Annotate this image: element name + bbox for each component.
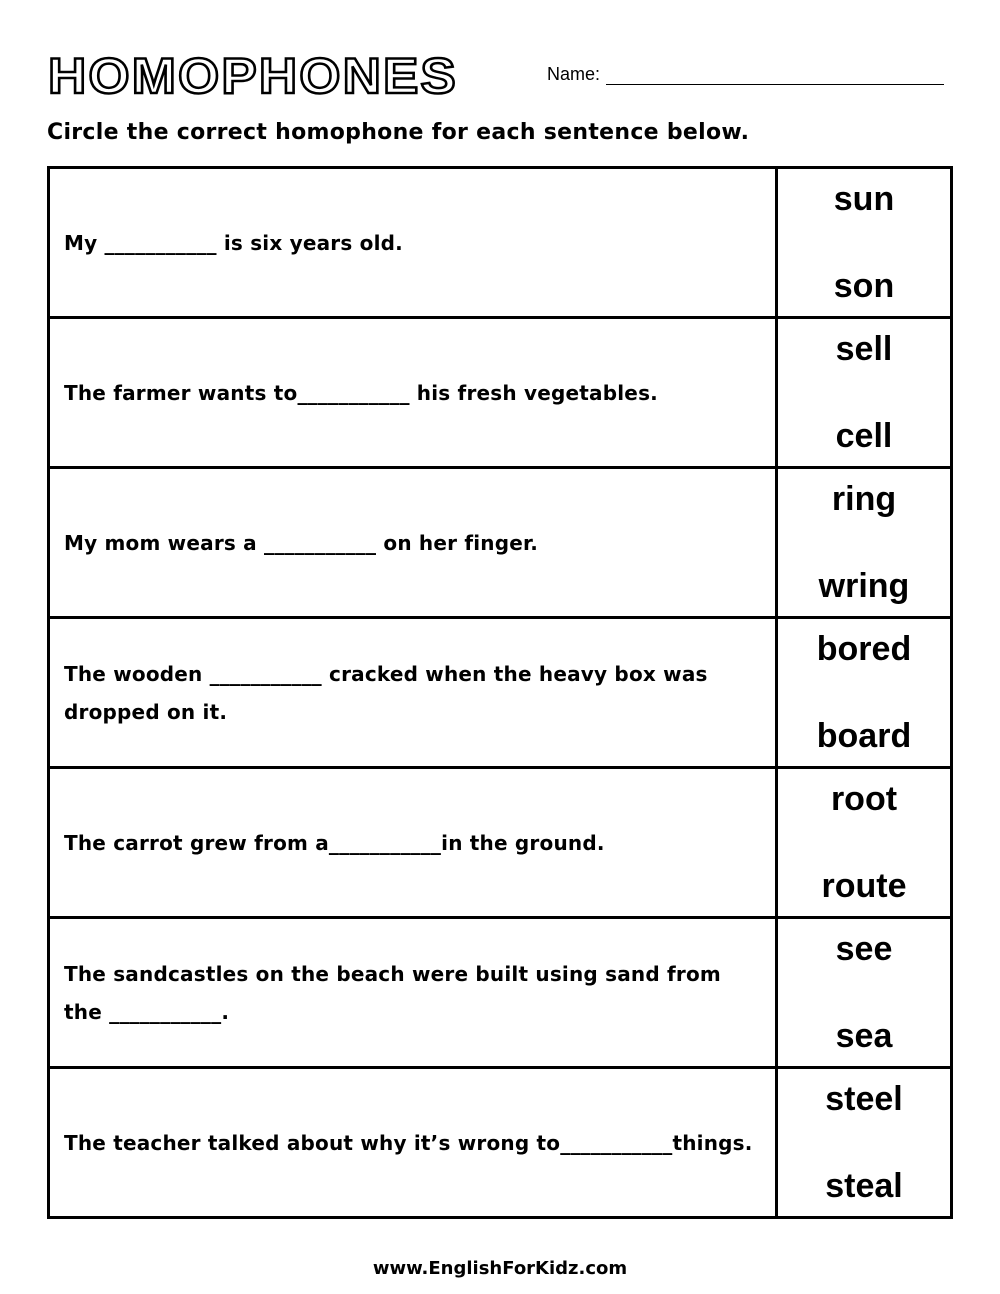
homophone-option[interactable]: steal <box>825 1167 903 1205</box>
table-row <box>50 319 950 469</box>
options-cell <box>778 169 950 316</box>
table-row <box>50 1069 950 1216</box>
name-label: Name: <box>547 64 601 84</box>
homophone-option[interactable]: sun <box>833 180 895 218</box>
homophone-option[interactable]: sell <box>835 330 893 368</box>
options-cell <box>778 769 950 916</box>
homophone-option[interactable]: wring <box>818 567 910 605</box>
sentence: The farmer wants to___________ his fresh vegetables. <box>50 319 778 466</box>
name-field[interactable] <box>547 64 944 85</box>
sentence: My mom wears a ___________ on her finger. <box>50 469 778 616</box>
options-cell <box>778 469 950 616</box>
table-row <box>50 469 950 619</box>
name-line[interactable] <box>606 66 944 85</box>
options-cell <box>778 619 950 766</box>
table-row <box>50 919 950 1069</box>
options-cell <box>778 319 950 466</box>
sentence: The teacher talked about why it’s wrong to___________things. <box>50 1069 778 1216</box>
homophone-option[interactable]: ring <box>831 480 897 518</box>
sentence: The sandcastles on the beach were built using sand from the ___________. <box>50 919 778 1066</box>
options-cell <box>778 919 950 1066</box>
sentence: The wooden ___________ cracked when the heavy box was dropped on it. <box>50 619 778 766</box>
instructions: Circle the correct homophone for each sentence below. <box>47 120 750 145</box>
sentence: The carrot grew from a___________in the ground. <box>50 769 778 916</box>
homophone-option[interactable]: see <box>835 930 893 968</box>
homophone-option[interactable]: sea <box>835 1017 893 1055</box>
homophone-option[interactable]: root <box>830 780 898 818</box>
homophone-option[interactable]: board <box>816 717 912 755</box>
sentence: My ___________ is six years old. <box>50 169 778 316</box>
options-cell <box>778 1069 950 1216</box>
homophone-option[interactable]: steel <box>825 1080 903 1118</box>
footer-url[interactable]: www.EnglishForKidz.com <box>372 1258 628 1279</box>
homophone-option[interactable]: route <box>821 867 907 905</box>
homophone-option[interactable]: cell <box>835 417 893 455</box>
table-row <box>50 769 950 919</box>
homophone-option[interactable]: son <box>833 267 895 305</box>
worksheet-title: HOMOPHONES <box>48 48 458 104</box>
table-row <box>50 169 950 319</box>
table-row <box>50 619 950 769</box>
homophone-table <box>47 166 953 1219</box>
homophone-option[interactable]: bored <box>816 630 912 668</box>
